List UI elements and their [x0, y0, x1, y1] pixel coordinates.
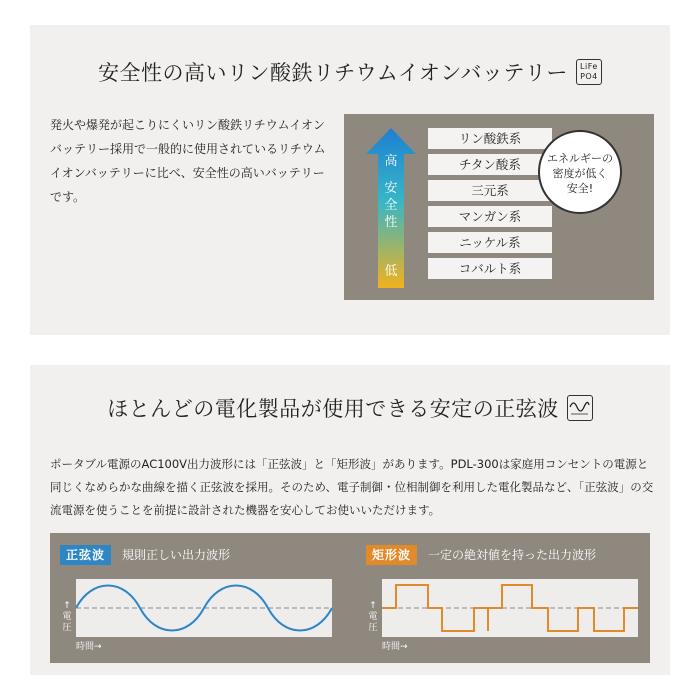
- arrow-high-label: 高: [384, 154, 398, 169]
- sine-wave-badge-icon: [567, 395, 593, 421]
- sine-wave-plot: [60, 579, 332, 657]
- sine-wave-graphic: [76, 579, 332, 637]
- safety-comparison-box: [344, 114, 654, 300]
- chemistry-list: [428, 128, 552, 284]
- square-wave-caption: 一定の絶対値を持った出力波形: [428, 548, 597, 562]
- chemistry-item: 三元系: [428, 180, 552, 201]
- energy-density-bubble: [538, 130, 622, 214]
- waveform-section-title: [30, 393, 670, 423]
- chemistry-item: コバルト系: [428, 258, 552, 279]
- chemistry-item: ニッケル系: [428, 232, 552, 253]
- square-wave-card: [366, 545, 638, 657]
- sine-wave-header: [60, 545, 332, 567]
- square-wave-plot: [366, 579, 638, 657]
- waveform-comparison-box: [50, 533, 650, 663]
- square-y-axis-label: ↑電圧: [368, 601, 378, 633]
- battery-description: 発火や爆発が起こりにくいリン酸鉄リチウムイオンバッテリー採用で一般的に使用されているリチウムイオンバッテリーに比べ、安全性の高いバッテリーです。: [50, 118, 326, 204]
- arrow-low-label: 低: [384, 264, 398, 279]
- battery-panel: [30, 25, 670, 335]
- square-wave-header: [366, 545, 638, 567]
- waveform-panel: [30, 365, 670, 675]
- chemistry-item: リン酸鉄系: [428, 128, 552, 149]
- sine-x-axis-label: 時間→: [76, 642, 102, 652]
- battery-section-title: [30, 57, 670, 87]
- sine-wave-tag: 正弦波: [60, 545, 111, 565]
- square-wave-graphic: [382, 579, 638, 637]
- safety-gradient-arrow-icon: [366, 128, 416, 288]
- sine-wave-caption: 規則正しい出力波形: [122, 548, 231, 562]
- lifepo4-badge-icon: LiFe PO4: [576, 59, 602, 85]
- waveform-description: ポータブル電源のAC100V出力波形には「正弦波」と「矩形波」があります。PDL-300は家庭用コンセントの電源と同じくなめらかな曲線を描く正弦波を採用。そのため、電子制御・位相制御を利用した電化製品など、「正弦波」の交流電源を使うことを前提に設計された機器を安心してお使いいただけます。: [50, 457, 654, 517]
- arrow-middle-label: 安全性: [384, 181, 398, 230]
- bubble-text: エネルギーの 密度が低く 安全!: [547, 152, 613, 195]
- sine-wave-card: [60, 545, 332, 657]
- battery-title-text: 安全性の高いリン酸鉄リチウムイオンバッテリー: [98, 61, 568, 85]
- square-wave-tag: 矩形波: [366, 545, 417, 565]
- waveform-title-text: ほとんどの電化製品が使用できる安定の正弦波: [107, 397, 559, 421]
- chemistry-item: チタン酸系: [428, 154, 552, 175]
- sine-y-axis-label: ↑電圧: [62, 601, 72, 633]
- chemistry-item: マンガン系: [428, 206, 552, 227]
- square-x-axis-label: 時間→: [382, 642, 408, 652]
